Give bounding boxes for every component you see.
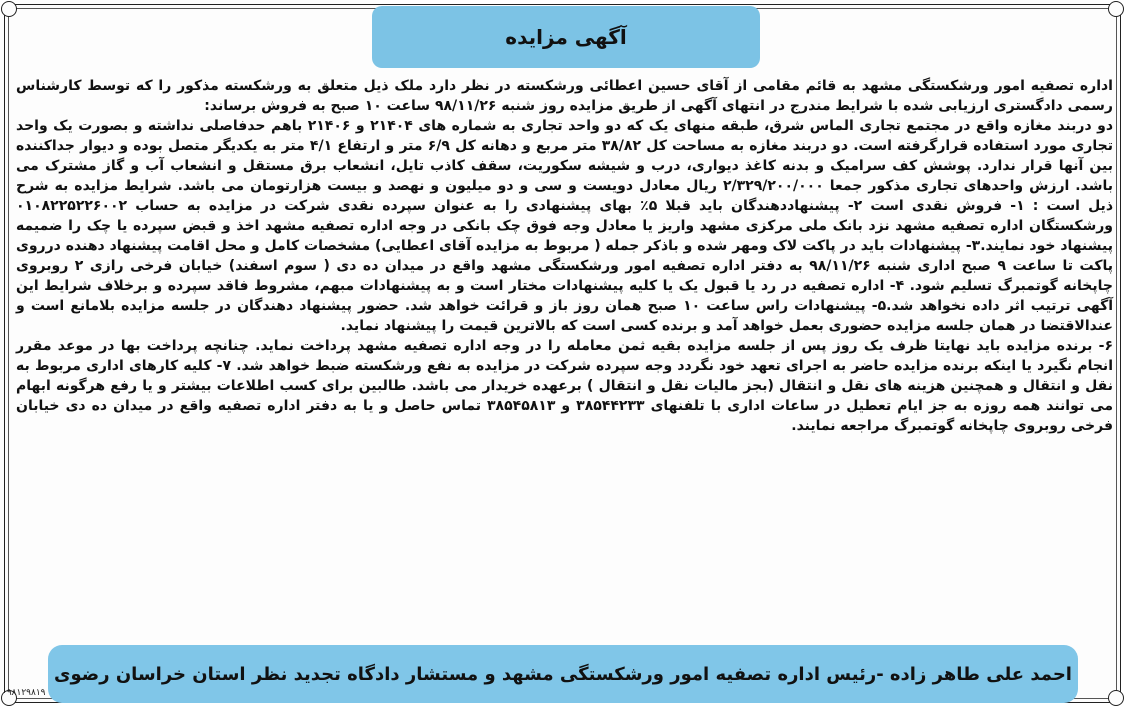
reference-code: ۰۹۸۱۲۹۸۱۹: [2, 688, 46, 698]
property-conditions-paragraph: دو دربند مغازه واقع در مجتمع تجاری الماس شرق، طبقه منهای یک که دو واحد تجاری به شماره های ۲۱۴۰۴ و ۲۱۴۰۶ باهم حدفاصلی نداشته و بصورت یک واحد تجاری مورد استفاده قرارگرفته است. دو دربند مغازه به مساحت کل ۳۸/۸۲ متر مربع و دهانه کل ۶/۹ متر و ارتفاع ۴/۱ متر به یکدیگر متصل بوده و دیوار جداکننده بین آنها قرار ندارد. پوشش کف سرامیک و بدنه کاغذ دیواری، درب و شیشه سکوریت، سقف کاذب تایل، انشعاب برق مستقل و انشعاب آب و گاز مشترک می باشد. ارزش واحدهای تجاری مذکور جمعا ۲/۳۲۹/۲۰۰/۰۰۰ ریال معادل دویست و سی و دو میلیون و نهصد و بیست هزارتومان می باشد. شرایط مزایده به شرح ذیل است : ۱- فروش نقدی است ۲- پیشنهاددهندگان باید قبلا ۵٪ بهای پیشنهادی را به عنوان سپرده نقدی شرکت در مزایده به حساب ۰۱۰۸۲۲۵۲۲۶۰۰۲ ورشکستگان اداره تصفیه مشهد نزد بانک ملی مرکزی مشهد واریز یا معادل وجه فوق چک بانکی در وجه اداره تصفیه مشهد اخذ و قبض سپرده یا چک را ضمیمه پیشنهاد خود نمایند.۳- پیشنهادات باید در پاکت لاک ومهر شده و باذکر جمله ( مربوط به مزایده آقای اعطایی) مشخصات کامل و محل اقامت پیشنهاد دهنده درروی پاکت تا ساعت ۹ صبح اداری شنبه ۹۸/۱۱/۲۶ به دفتر اداره تصفیه امور ورشکستگی مشهد واقع در میدان ده دی ( سوم اسفند) خیابان فرخی رازی ۲ روبروی چاپخانه گوتمبرگ تسلیم شود. ۴- اداره تصفیه در رد یا قبول یک یا کلیه پیشنهادات مختار است و به پیشنهادات مبهم، مشروط فاقد سپرده و برخلاف شرایط این آگهی ترتیب اثر داده نخواهد شد.۵- پیشنهادات راس ساعت ۱۰ صبح همان روز باز و قرائت خواهد شد. حضور پیشنهاد دهندگان در جلسه مزایده بلامانع است و عندالاقتضا در همان جلسه مزایده حضوری بعمل خواهد آمد و برنده کسی است که بالاترین قیمت را پیشنهاد نماید.: [16, 118, 1114, 334]
closing-paragraph: ۶- برنده مزایده باید نهایتا ظرف یک روز پس از جلسه مزایده بقیه ثمن معامله را در وجه اداره تصفیه مشهد پرداخت نماید. چنانچه پرداخت بها در موعد مقرر انجام نگیرد یا اینکه برنده مزایده حاضر به اجرای تعهد خود نگردد وجه سپرده شرکت در مزایده به نفع ورشکسته ضبط خواهد شد. ۷- کلیه کارهای اداری مربوط به نقل و انتقال و همچنین هزینه های نقل و انتقال (بجز مالیات نقل و انتقال ) برعهده خریدار می باشد. طالبین برای کسب اطلاعات بیشتر و یا رفع هرگونه ابهام می توانند همه روزه به جز ایام تعطیل در ساعات اداری با تلفنهای ۳۸۵۴۴۲۳۳ و ۳۸۵۴۵۸۱۳ تماس حاصل و یا به دفتر اداره تصفیه واقع در میدان ده دی خیابان فرخی روبروی چاپخانه گوتمبرگ مراجعه نمایند.: [16, 338, 1114, 434]
notice-title: آگهی مزایده: [505, 25, 627, 49]
corner-ornament: [1, 1, 17, 17]
signature-text: احمد علی طاهر زاده -رئیس اداره تصفیه امور ورشکستگی مشهد و مستشار دادگاه تجدید نظر استان خراسان رضوی: [54, 663, 1072, 685]
signature-banner: [48, 645, 1078, 703]
title-banner: [372, 6, 760, 68]
corner-ornament: [1108, 690, 1124, 706]
notice-body: [16, 76, 1113, 436]
corner-ornament: [1108, 1, 1124, 17]
intro-paragraph: اداره تصفیه امور ورشکستگی مشهد به قائم مقامی از آقای حسین اعطائی ورشکسته در نظر دارد ملک ذیل متعلق به ورشکسته مذکور را که توسط کارشناس رسمی دادگستری ارزیابی شده با شرایط مندرج در انتهای آگهی از طریق مزایده روز شنبه ۹۸/۱۱/۲۶ ساعت ۱۰ صبح به فروش برساند:: [16, 78, 1113, 114]
